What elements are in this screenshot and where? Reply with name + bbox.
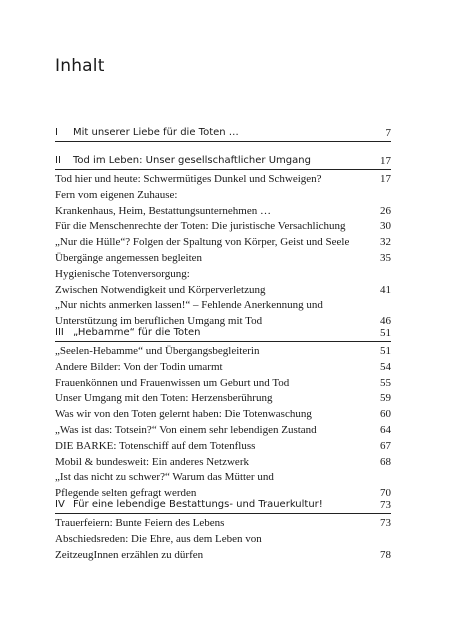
- entry-text: „Nur nichts anmerken lassen!“ – Fehlende Anerkennung und: [55, 299, 323, 312]
- toc-entry[interactable]: [55, 391, 391, 405]
- toc-entry[interactable]: [55, 423, 391, 437]
- section-number: II: [55, 155, 61, 166]
- page-number: 17: [380, 173, 391, 185]
- section-rule: [55, 341, 391, 342]
- toc-entry[interactable]: [55, 283, 391, 297]
- entry-text: Frauenkönnen und Frauenwissen um Geburt und Tod: [55, 376, 290, 389]
- toc-entry[interactable]: [55, 235, 391, 249]
- entry-text: Hygienische Totenversorgung:: [55, 267, 190, 280]
- section-title: [55, 126, 239, 140]
- page-number: 70: [380, 487, 391, 500]
- entry-text: Unser Umgang mit den Toten: Herzensberührung: [55, 392, 273, 405]
- section-title-text: Mit unserer Liebe für die Toten …: [73, 127, 239, 138]
- page-number: 7: [385, 127, 391, 139]
- page-number: 67: [380, 439, 391, 452]
- section-heading[interactable]: [55, 498, 391, 512]
- entry-text: Zwischen Notwendigkeit und Körperverletzung: [55, 283, 266, 296]
- toc-entry[interactable]: [55, 516, 391, 530]
- entry-text: DIE BARKE: Totenschiff auf dem Totenfluss: [55, 439, 256, 452]
- toc-entry[interactable]: [55, 251, 391, 265]
- entry-text: Fern vom eigenen Zuhause:: [55, 188, 178, 201]
- section-rule: [55, 169, 391, 170]
- toc-entry[interactable]: [55, 344, 391, 358]
- section-heading[interactable]: [55, 154, 391, 168]
- toc-entry[interactable]: [55, 267, 391, 281]
- toc-entry[interactable]: [55, 470, 391, 484]
- entry-text: Trauerfeiern: Bunte Feiern des Lebens: [55, 517, 225, 529]
- section-title: [55, 154, 311, 168]
- toc-entry[interactable]: [55, 188, 391, 202]
- section-rule: [55, 141, 391, 142]
- page-number: 17: [380, 155, 391, 167]
- page-number: 68: [380, 455, 391, 468]
- section-number: I: [55, 127, 58, 138]
- toc-entry[interactable]: [55, 360, 391, 374]
- section-title-text: Tod im Leben: Unser gesellschaftlicher Umgang: [73, 155, 311, 166]
- toc-entry[interactable]: [55, 407, 391, 421]
- section-title: [55, 326, 201, 340]
- section-title-text: „Hebamme“ für die Toten: [73, 327, 201, 338]
- entry-text: Mobil & bundesweit: Ein anderes Netzwerk: [55, 455, 249, 468]
- entry-text: Pflegende selten gefragt werden: [55, 487, 197, 500]
- toc-entry[interactable]: [55, 204, 391, 218]
- page-number: 35: [380, 252, 391, 264]
- page-number: 51: [380, 327, 391, 339]
- page-number: 46: [380, 315, 391, 328]
- entry-text: Abschiedsreden: Die Ehre, aus dem Leben von: [55, 532, 262, 545]
- page-number: 41: [380, 283, 391, 296]
- toc-entry[interactable]: [55, 532, 391, 546]
- entry-text: Krankenhaus, Heim, Bestattungsunternehmen …: [55, 204, 271, 217]
- page-title: Inhalt: [55, 56, 105, 76]
- section-number: III: [55, 327, 64, 338]
- page-number: 78: [380, 548, 391, 561]
- page-number: 60: [380, 408, 391, 421]
- page-number: 30: [380, 220, 391, 233]
- entry-text: „Was ist das: Totsein?“ Von einem sehr lebendigen Zustand: [55, 424, 317, 436]
- toc-entry[interactable]: [55, 376, 391, 390]
- toc-entry[interactable]: [55, 219, 391, 233]
- entry-text: „Seelen-Hebamme“ und Übergangsbegleiterin: [55, 345, 260, 357]
- page-number: 59: [380, 392, 391, 405]
- section-title: [55, 498, 323, 512]
- section-heading[interactable]: [55, 126, 391, 140]
- entry-text: Was wir von den Toten gelernt haben: Die Totenwaschung: [55, 408, 312, 421]
- entry-text: ZeitzeugInnen erzählen zu dürfen: [55, 548, 204, 561]
- page-number: 73: [380, 517, 391, 529]
- entry-text: Für die Menschenrechte der Toten: Die juristische Versachlichung: [55, 220, 346, 233]
- entry-text: Unterstützung im beruflichen Umgang mit Tod: [55, 315, 263, 328]
- entry-text: Tod hier und heute: Schwermütiges Dunkel und Schweigen?: [55, 173, 322, 185]
- toc-entry[interactable]: [55, 455, 391, 469]
- page-number: 64: [380, 424, 391, 436]
- section-title-text: Für eine lebendige Bestattungs- und Trauerkultur!: [73, 499, 323, 510]
- page-number: 55: [380, 376, 391, 389]
- page-number: 54: [380, 360, 391, 373]
- page-number: 26: [380, 204, 391, 217]
- entry-text: Übergänge angemessen begleiten: [55, 252, 203, 264]
- page-number: 32: [380, 236, 391, 249]
- page-number: 73: [380, 499, 391, 511]
- section-rule: [55, 513, 391, 514]
- entry-text: „Nur die Hülle“? Folgen der Spaltung von Körper, Geist und Seele: [55, 236, 350, 249]
- toc-entry[interactable]: [55, 172, 391, 186]
- toc-entry[interactable]: [55, 439, 391, 453]
- toc-entry[interactable]: [55, 298, 391, 312]
- section-heading[interactable]: [55, 326, 391, 340]
- entry-text: „Ist das nicht zu schwer?“ Warum das Mütter und: [55, 471, 274, 484]
- section-number: IV: [55, 499, 65, 510]
- page-number: 51: [380, 345, 391, 357]
- entry-text: Andere Bilder: Von der Todin umarmt: [55, 360, 223, 373]
- toc-entry[interactable]: [55, 548, 391, 562]
